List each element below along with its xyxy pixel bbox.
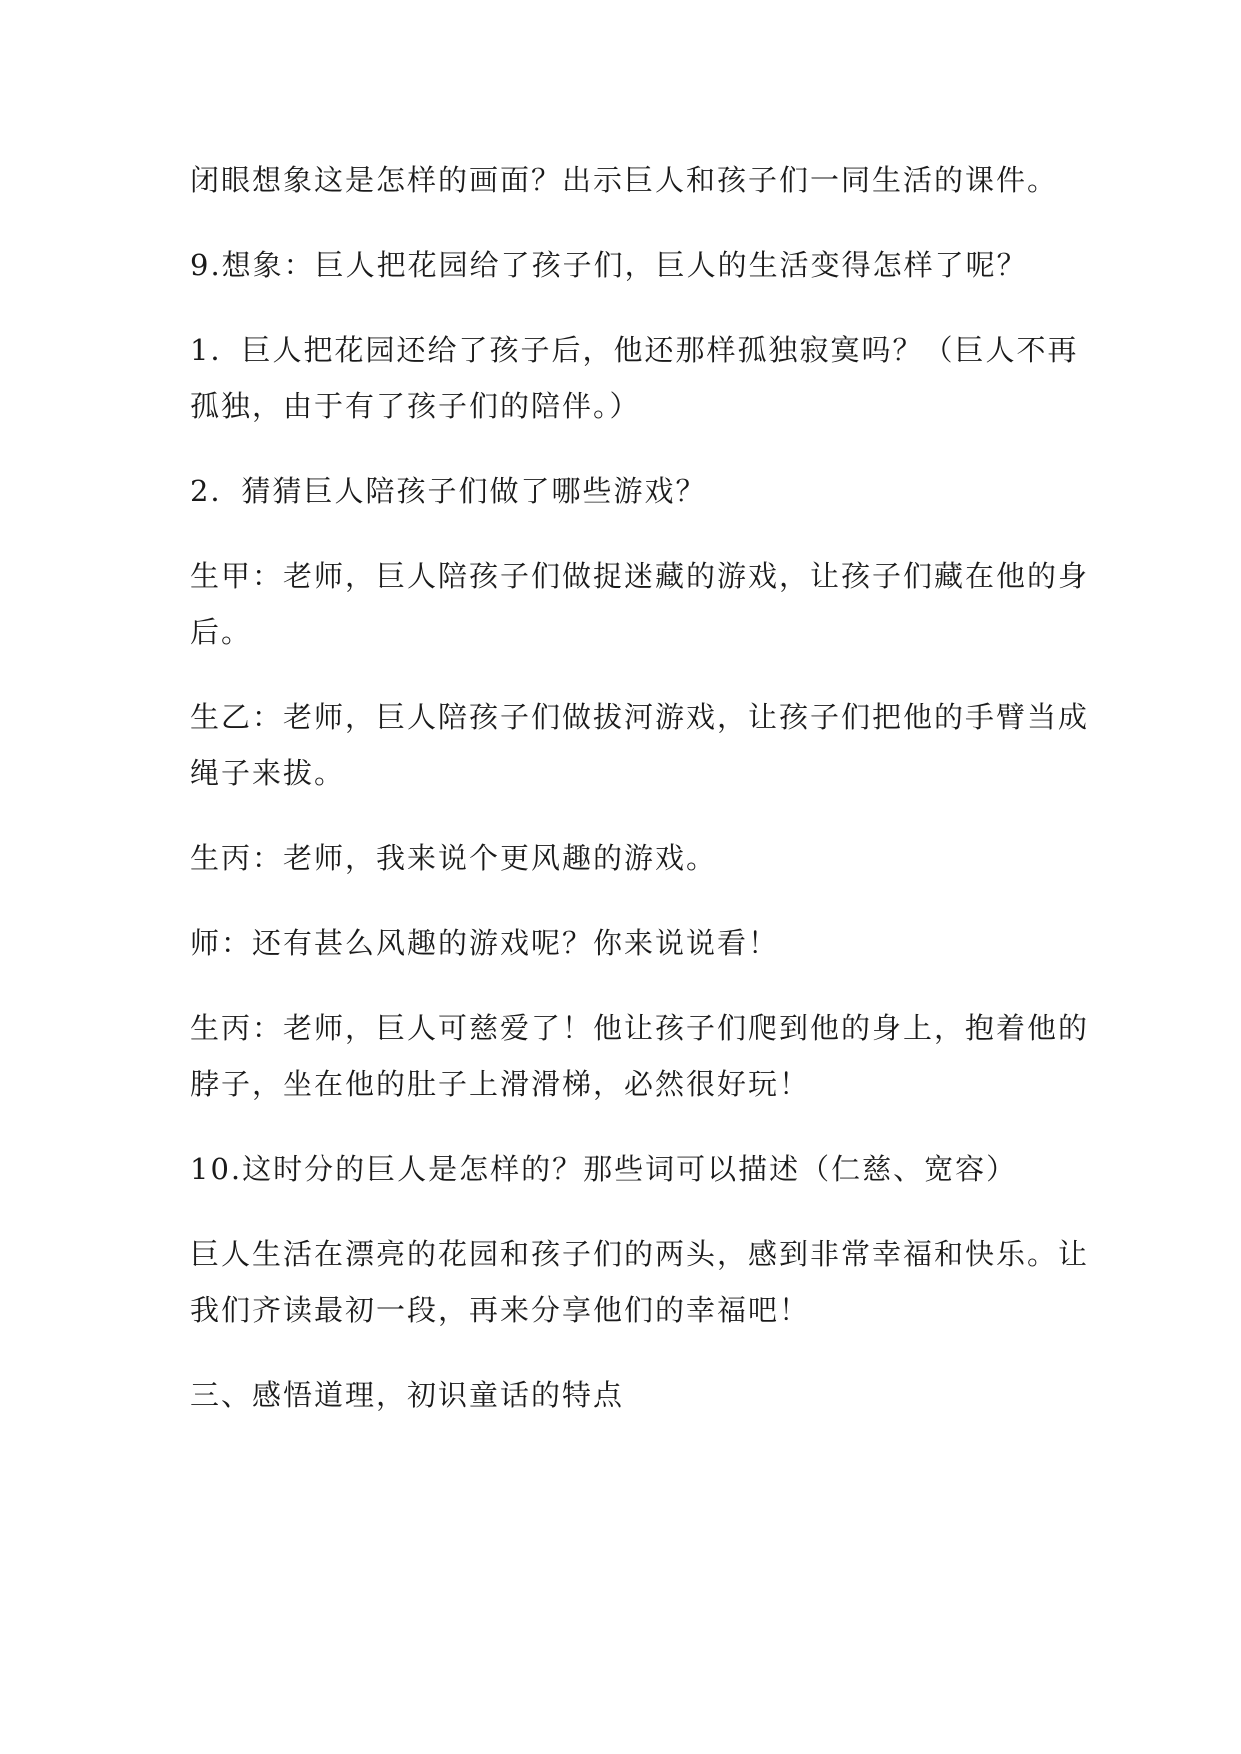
summary-line-2: 我们齐读最初一段，再来分享他们的幸福吧！	[190, 1293, 811, 1327]
student-c-line-1: 生丙：老师，我来说个更风趣的游戏。	[190, 841, 718, 875]
student-a-line-1: 生甲：老师，巨人陪孩子们做捉迷藏的游戏，让孩子们藏在他的身	[190, 559, 1090, 593]
question-1-line-1: 1．巨人把花园还给了孩子后，他还那样孤独寂寞吗？（巨人不再	[190, 333, 1079, 367]
question-1-line-2: 孤独，由于有了孩子们的陪伴。）	[190, 389, 641, 423]
teacher-line: 师：还有甚么风趣的游戏呢？你来说说看！	[190, 926, 780, 960]
student-a-line-2: 后。	[190, 615, 253, 649]
student-c-answer-line-2: 脖子，坐在他的肚子上滑滑梯，必然很好玩！	[190, 1067, 811, 1101]
question-2: 2．猜猜巨人陪孩子们做了哪些游戏？	[190, 474, 707, 508]
item-9-question: 9.想象：巨人把花园给了孩子们，巨人的生活变得怎样了呢？	[190, 248, 1028, 282]
student-c-answer-line-1: 生丙：老师，巨人可慈爱了！他让孩子们爬到他的身上，抱着他的	[190, 1011, 1090, 1045]
student-b-line-1: 生乙：老师，巨人陪孩子们做拔河游戏，让孩子们把他的手臂当成	[190, 700, 1090, 734]
item-10-question: 10.这时分的巨人是怎样的？那些词可以描述（仁慈、宽容）	[190, 1152, 1018, 1186]
summary-line-1: 巨人生活在漂亮的花园和孩子们的两头，感到非常幸福和快乐。让	[190, 1237, 1090, 1271]
student-b-line-2: 绳子来拔。	[190, 756, 346, 790]
paragraph-imagine-scene: 闭眼想象这是怎样的画面？出示巨人和孩子们一同生活的课件。	[190, 163, 1059, 197]
section-heading-3: 三、感悟道理，初识童话的特点	[190, 1378, 625, 1412]
